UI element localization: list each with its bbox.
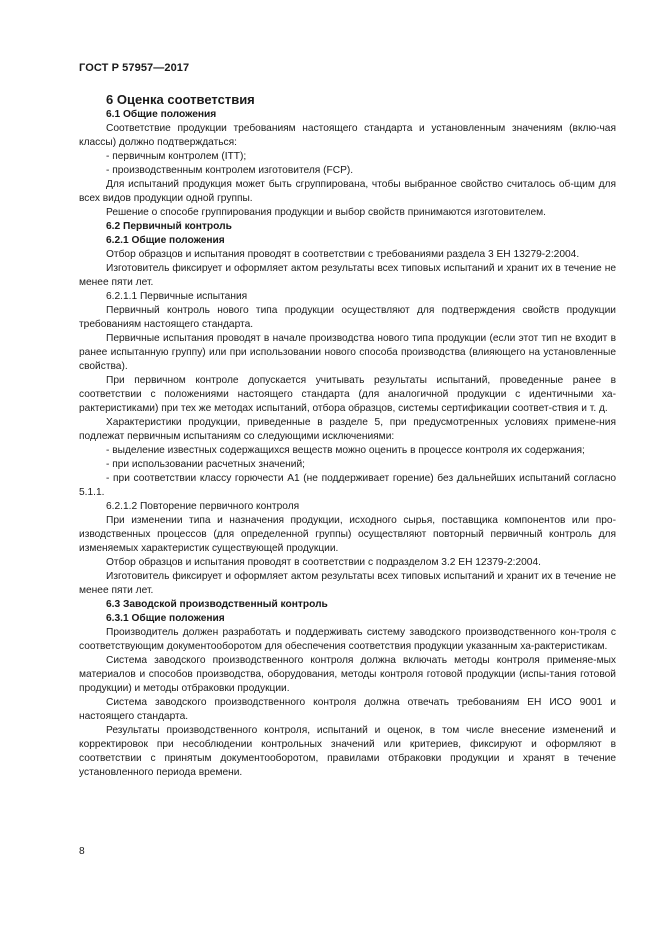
paragraph: Изготовитель фиксирует и оформляет актом результаты всех типовых испытаний и хранит их в течение не менее пяти лет.: [79, 263, 616, 288]
clause-title-6-2-1-2: 6.2.1.2 Повторение первичного контроля: [106, 501, 300, 512]
document-body: [79, 92, 616, 780]
paragraph: Система заводского производственного контроля должна отвечать требованиям ЕН ИСО 9001 и настоящего стандарта.: [79, 697, 616, 722]
list-item: - при использовании расчетных значений;: [106, 459, 305, 470]
paragraph: Характеристики продукции, приведенные в разделе 5, при предусмотренных условиях примене-ния подлежат первичным испытаниям со следующими исключениями:: [79, 417, 616, 442]
paragraph: При изменении типа и назначения продукции, исходного сырья, поставщика компонентов или про-изводственных процессов (для определенной группы) осуществляют повторный первичный контроль для изменяемых характеристик существующей продукции.: [79, 515, 616, 554]
paragraph: Результаты производственного контроля, испытаний и оценок, в том числе внесение изменений и корректировок при несоблюдении контрольных значений или критериев, фиксируют и оформляют в соответствии с принятым документооборотом, правилами отбраковки продукции и хранят в течение установленного периода времени.: [79, 725, 616, 778]
paragraph: Соответствие продукции требованиям настоящего стандарта и установленным значениям (вклю-чая классы) должно подтверждаться:: [79, 123, 616, 148]
list-item: - при соответствии классу горючести А1 (не поддерживает горение) без дальнейших испытаний согласно 5.1.1.: [79, 473, 616, 498]
paragraph: Решение о способе группирования продукции и выбор свойств принимаются изготовителем.: [106, 207, 546, 218]
paragraph: Производитель должен разработать и поддерживать систему заводского производственного кон-троля с соответствующим документооборотом для обеспечения соответствия продукции указанным ха-рактеристикам.: [79, 627, 616, 652]
section-title: 6 Оценка соответствия: [106, 92, 255, 107]
paragraph: Первичные испытания проводят в начале производства нового типа продукции (если этот тип не входит в ранее испытанную группу) или при использовании нового способа производства (влияющего на установленные свойства).: [79, 333, 616, 372]
subsection-title-6-2: 6.2 Первичный контроль: [106, 221, 232, 232]
list-item: - выделение известных содержащихся веществ можно оценить в процессе контроля их содержания;: [106, 445, 585, 456]
clause-title-6-2-1-1: 6.2.1.1 Первичные испытания: [106, 291, 248, 302]
paragraph: Отбор образцов и испытания проводят в соответствии с требованиями раздела 3 ЕН 13279-2:2004.: [106, 249, 580, 260]
clause-title-6-2-1: 6.2.1 Общие положения: [106, 235, 225, 246]
subsection-title-6-1: 6.1 Общие положения: [106, 109, 217, 120]
clause-title-6-3-1: 6.3.1 Общие положения: [106, 613, 225, 624]
standard-code: ГОСТ Р 57957—2017: [79, 62, 190, 74]
paragraph: Отбор образцов и испытания проводят в соответствии с подразделом 3.2 ЕН 12379-2:2004.: [106, 557, 541, 568]
list-item: - производственным контролем изготовителя (FCP).: [106, 165, 354, 176]
paragraph: Для испытаний продукция может быть сгруппирована, чтобы выбранное свойство считалось об-щим для всех видов продукции одной группы.: [79, 179, 616, 204]
paragraph: Изготовитель фиксирует и оформляет актом результаты всех типовых испытаний и хранит их в течение не менее пяти лет.: [79, 571, 616, 596]
subsection-title-6-3: 6.3 Заводской производственный контроль: [106, 599, 328, 610]
paragraph: Система заводского производственного контроля должна включать методы контроля применяе-мых материалов и способов производства, оборудования, методы контроля готовой продукции (испы-тания готовой продукции) и методы отбраковки продукции.: [79, 655, 616, 694]
list-item: - первичным контролем (ITT);: [106, 151, 247, 162]
paragraph: При первичном контроле допускается учитывать результаты испытаний, проведенные ранее в соответствии с положениями настоящего стандарта (для аналогичной продукции с идентичными ха-рактеристиками) при тех же методах испытаний, отбора образцов, системы сертификации соответ-ствия и т. д.: [79, 375, 616, 414]
paragraph: Первичный контроль нового типа продукции осуществляют для подтверждения свойств продукции требованиям настоящего стандарта.: [79, 305, 616, 330]
page-number: 8: [79, 846, 85, 857]
